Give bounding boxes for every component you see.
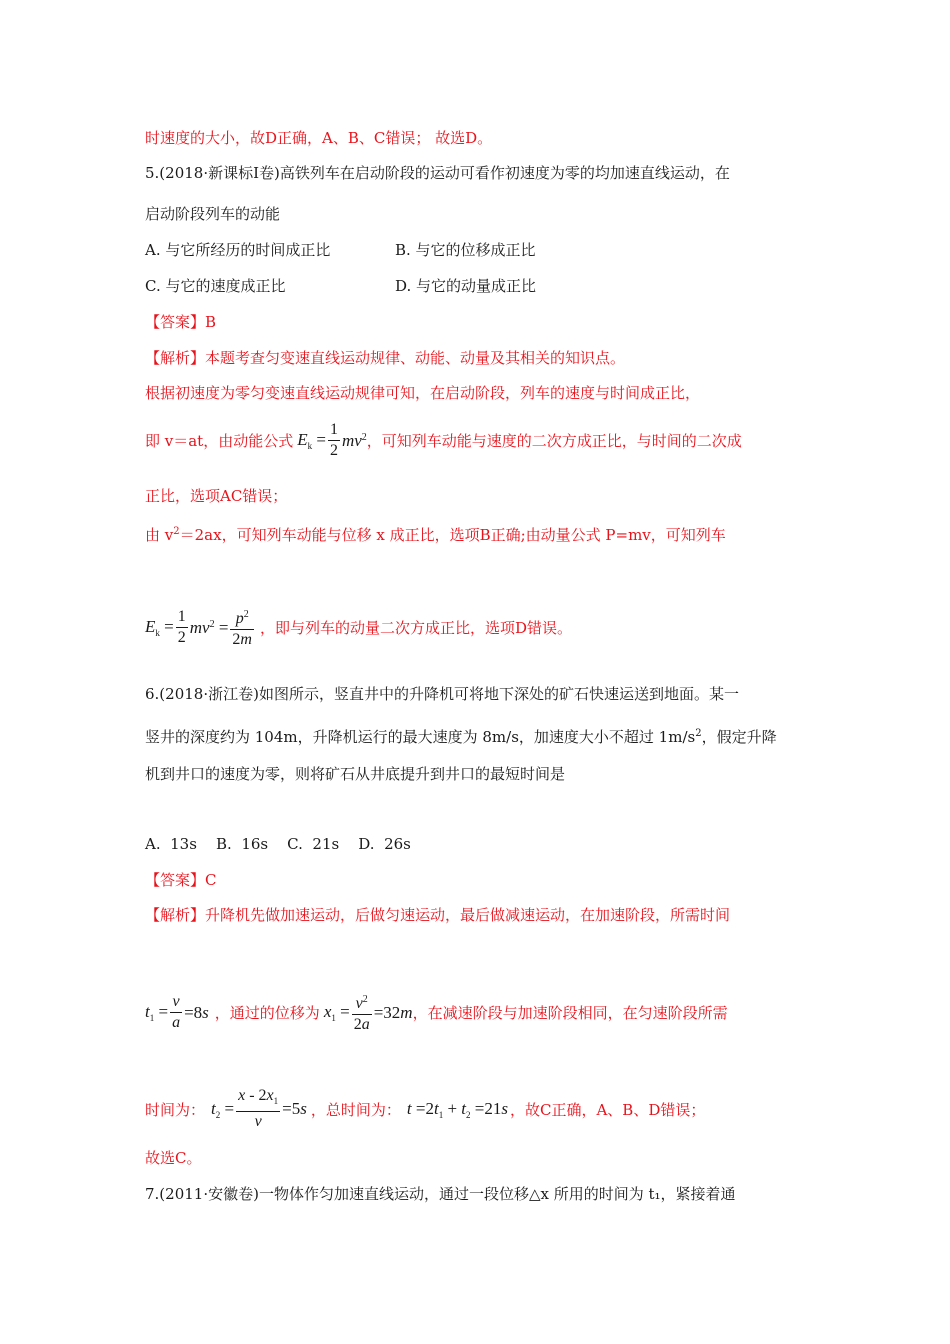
kinetic-energy-formula: $E_k$ =: [297, 430, 326, 451]
q6-analysis-2-post: ，在减速阶段与加速阶段相同，在匀速阶段所需: [412, 1004, 728, 1022]
q5-option-b: B. 与它的位移成正比: [395, 241, 536, 259]
equals-8s: =8s: [184, 1002, 209, 1022]
q6-stem-line-2-b: ，假定升降: [701, 728, 777, 746]
q5-analysis-3-pre: 即 v＝at，由动能公式: [145, 432, 294, 450]
x1-equals: $x_1$ =: [323, 1002, 350, 1023]
q5-analysis-3: [145, 420, 742, 461]
q6-stem-line-2-sup: 2: [695, 728, 702, 739]
fraction-v-over-a: $\frac{v}{a}$: [172, 993, 181, 1031]
q5-analysis-5-a: 由 v: [145, 526, 174, 544]
q6-stem-line-2-a: 竖井的深度约为 104m，升降机运行的最大速度为 8m/s，加速度大小不超过 1m/s: [145, 728, 696, 746]
prev-answer-line: 时速度的大小，故D正确，A、B、C错误； 故选D。: [145, 129, 493, 147]
q6-analysis-3-pre: 时间为：: [145, 1100, 206, 1119]
q5-option-c: C. 与它的速度成正比: [145, 277, 286, 295]
q6-analysis-3-post: ，故C正确，A、B、D错误；: [509, 1100, 706, 1119]
q6-analysis-4: 故选C。: [145, 1149, 202, 1167]
q6-answer: 【答案】C: [145, 871, 217, 889]
fraction-x-minus-2x1-over-v: $\frac{x - 2x_1}{v}$: [238, 1087, 279, 1130]
t2-equals: $t_2$ =: [211, 1098, 235, 1120]
q5-analysis-3-post: ，可知列车动能与速度的二次方成正比，与时间的二次成: [366, 432, 742, 450]
q5-analysis-2: 根据初速度为零匀变速直线运动规律可知，在启动阶段，列车的速度与时间成正比，: [145, 384, 701, 402]
q6-analysis-3: [145, 1086, 705, 1132]
q5-option-d: D. 与它的动量成正比: [395, 277, 537, 295]
total-time-formula: $t =2t_1 + t_2 =21s$: [406, 1098, 508, 1120]
mv-squared: $mv^2$: [341, 430, 367, 450]
q5-analysis-5: [145, 522, 726, 545]
q6-analysis-1: 【解析】升降机先做加速运动，后做匀速运动，最后做减速运动，在加速阶段，所需时间: [145, 906, 731, 924]
q6-analysis-3-mid: ，总时间为：: [310, 1100, 401, 1119]
q6-stem-line-3: 机到井口的速度为零，则将矿石从井底提升到井口的最短时间是: [145, 765, 566, 783]
q5-analysis-6-post: ，即与列车的动量二次方成正比，选项D错误。: [259, 619, 572, 637]
q7-stem-line-1: 7.(2011·安徽卷)一物体作匀加速直线运动，通过一段位移△x 所用的时间为 t₁，紧接着通: [145, 1185, 736, 1203]
q6-analysis-2: [145, 990, 728, 1035]
q6-options: A. 13s B. 16s C. 21s D. 26s: [145, 835, 411, 853]
q5-stem-line-2: 启动阶段列车的动能: [145, 205, 281, 223]
q6-analysis-2-mid: ，通过的位移为: [214, 1004, 320, 1022]
q5-analysis-6: [145, 605, 572, 650]
q6-stem-line-2: [145, 724, 777, 747]
equals-32m: =32m: [373, 1002, 413, 1022]
t1-equals: $t_1$ =: [145, 1002, 169, 1023]
q5-stem-line-1: 5.(2018·新课标Ⅰ卷)高铁列车在启动阶段的运动可看作初速度为零的均加速直线运动，在: [145, 164, 730, 182]
q5-option-a: A. 与它所经历的时间成正比: [145, 241, 331, 259]
q6-stem-line-1: 6.(2018·浙江卷)如图所示，竖直井中的升降机可将地下深处的矿石快速运送到地面。某一: [145, 685, 739, 703]
fraction-v2-over-2a: $\frac{v^2}{2a}$: [353, 994, 370, 1033]
equals-5s: =5s: [282, 1099, 307, 1118]
ek-equals: $E_k$ =: [145, 617, 174, 638]
q5-analysis-1: 【解析】本题考查匀变速直线运动规律、动能、动量及其相关的知识点。: [145, 349, 626, 367]
q5-analysis-4: 正比，选项AC错误；: [145, 487, 288, 505]
mv-squared-equals: $mv^2$ =: [189, 617, 229, 637]
fraction-p2-over-2m: $\frac{p^2}{2m}$: [232, 609, 252, 648]
q5-analysis-5-b: ＝2ax，可知列车动能与位移 x 成正比，选项B正确;由动量公式 P=mv，可知列车: [179, 526, 726, 544]
fraction-one-half-2: $\frac{1}{2}$: [177, 608, 186, 646]
fraction-one-half: $\frac{1}{2}$: [329, 421, 338, 459]
q5-answer: 【答案】B: [145, 313, 217, 331]
q5-analysis-5-sup: 2: [173, 526, 180, 537]
